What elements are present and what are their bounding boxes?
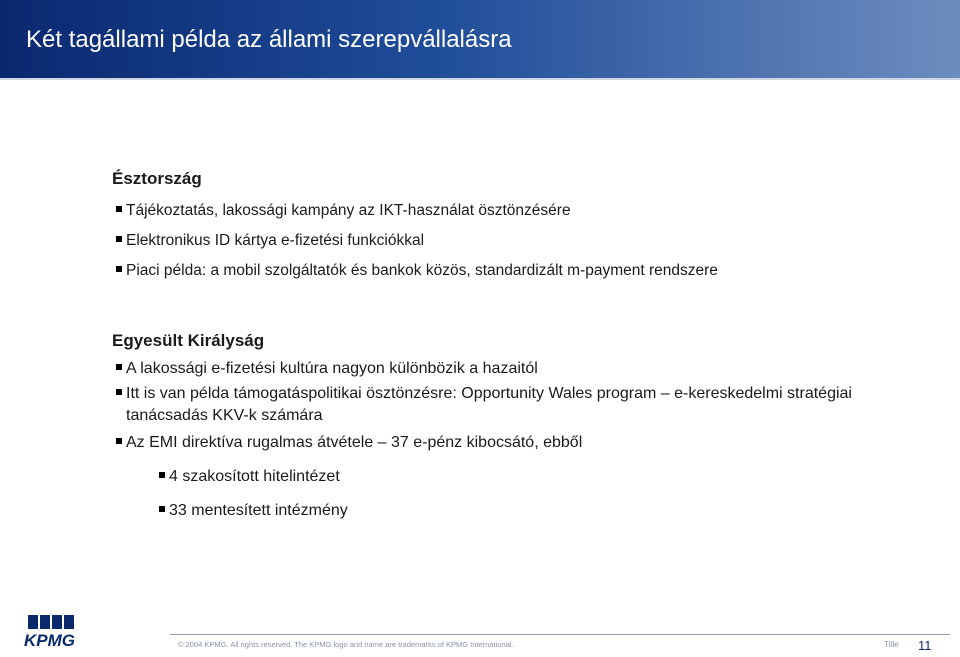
square-bullet-icon <box>159 506 165 512</box>
square-bullet-icon <box>116 206 122 212</box>
doc-title-label: Title <box>884 640 899 649</box>
list-item: Elektronikus ID kártya e-fizetési funkciókkal <box>116 230 916 252</box>
sub-list-item: 4 szakosított hitelintézet <box>159 466 859 488</box>
sub-list-item: 33 mentesített intézmény <box>159 500 859 522</box>
logo-text: KPMG <box>24 631 75 649</box>
footer-divider <box>170 634 950 635</box>
slide-title: Két tagállami példa az állami szerepvállalásra <box>26 26 512 53</box>
kpmg-logo <box>22 613 90 649</box>
square-bullet-icon <box>116 266 122 272</box>
square-bullet-icon <box>116 438 122 444</box>
list-item: Tájékoztatás, lakossági kampány az IKT-használat ösztönzésére <box>116 200 916 222</box>
square-bullet-icon <box>116 364 122 370</box>
square-bullet-icon <box>116 389 122 395</box>
list-item: A lakossági e-fizetési kultúra nagyon különbözik a hazaitól <box>116 358 916 380</box>
square-bullet-icon <box>116 236 122 242</box>
square-bullet-icon <box>159 472 165 478</box>
list-item: Az EMI direktíva rugalmas átvétele – 37 e-pénz kibocsátó, ebből <box>116 432 916 454</box>
title-bar <box>0 0 960 78</box>
section-heading-uk: Egyesült Királyság <box>112 331 265 350</box>
copyright-text: © 2004 KPMG. All rights reserved. The KPMG logo and name are trademarks of KPMG International. <box>178 640 514 649</box>
title-divider <box>0 78 960 80</box>
list-item: Piaci példa: a mobil szolgáltatók és bankok közös, standardizált m-payment rendszere <box>116 260 916 282</box>
page-number: 11 <box>918 638 932 653</box>
section-heading-estonia: Észtország <box>112 169 202 188</box>
list-item: Itt is van példa támogatáspolitikai ösztönzésre: Opportunity Wales program – e-kereskedelmi stratégiai tanácsadás KKV-k számára <box>116 383 856 427</box>
